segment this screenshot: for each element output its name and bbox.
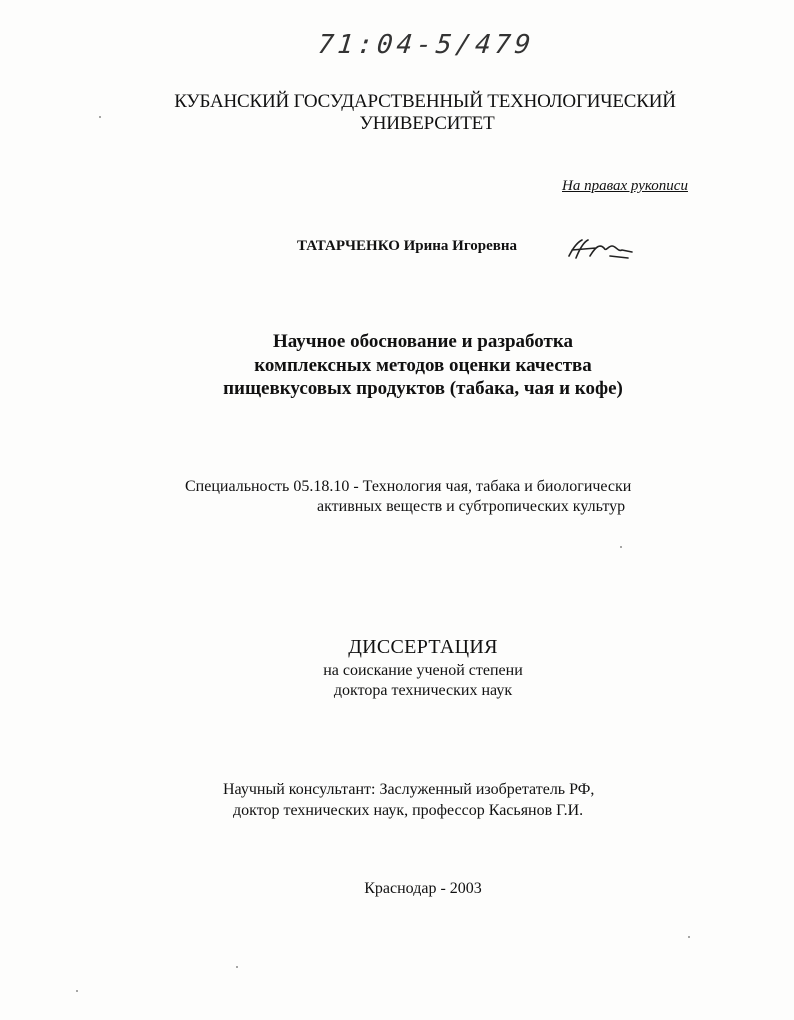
university-name-line-2: УНИВЕРСИТЕТ <box>359 113 495 134</box>
university-name-line-1: КУБАНСКИЙ ГОСУДАРСТВЕННЫЙ ТЕХНОЛОГИЧЕСКИЙ <box>174 91 676 112</box>
author-signature <box>566 236 636 262</box>
manuscript-rights-note: На правах рукописи <box>562 178 688 194</box>
dissertation-title-line-3: пищевкусовых продуктов (табака, чая и кофе) <box>223 378 623 399</box>
dissertation-title-line-2: комплексных методов оценки качества <box>254 355 592 376</box>
city-year: Краснодар - 2003 <box>364 880 482 897</box>
dissertation-title-line-1: Научное обоснование и разработка <box>272 331 574 352</box>
specialty-line-1: Специальность 05.18.10 - Технология чая, табака и биологически <box>185 478 632 495</box>
scan-speck <box>99 116 101 118</box>
scan-speck <box>76 990 78 992</box>
degree-line-1: на соискание ученой степени <box>323 662 523 679</box>
specialty-line-2: активных веществ и субтропических культур <box>317 498 626 515</box>
scan-speck <box>620 546 622 548</box>
archive-code-stamp: 71:04-5/479 <box>316 30 536 60</box>
author-name: ТАТАРЧЕНКО Ирина Игоревна <box>297 238 518 254</box>
consultant-line-1: Научный консультант: Заслуженный изобретатель РФ, <box>223 781 595 798</box>
scan-speck <box>236 966 238 968</box>
degree-line-2: доктора технических наук <box>333 682 513 699</box>
scan-speck <box>688 936 690 938</box>
consultant-line-2: доктор технических наук, профессор Касьянов Г.И. <box>233 802 584 819</box>
work-type-heading: ДИССЕРТАЦИЯ <box>348 636 498 658</box>
